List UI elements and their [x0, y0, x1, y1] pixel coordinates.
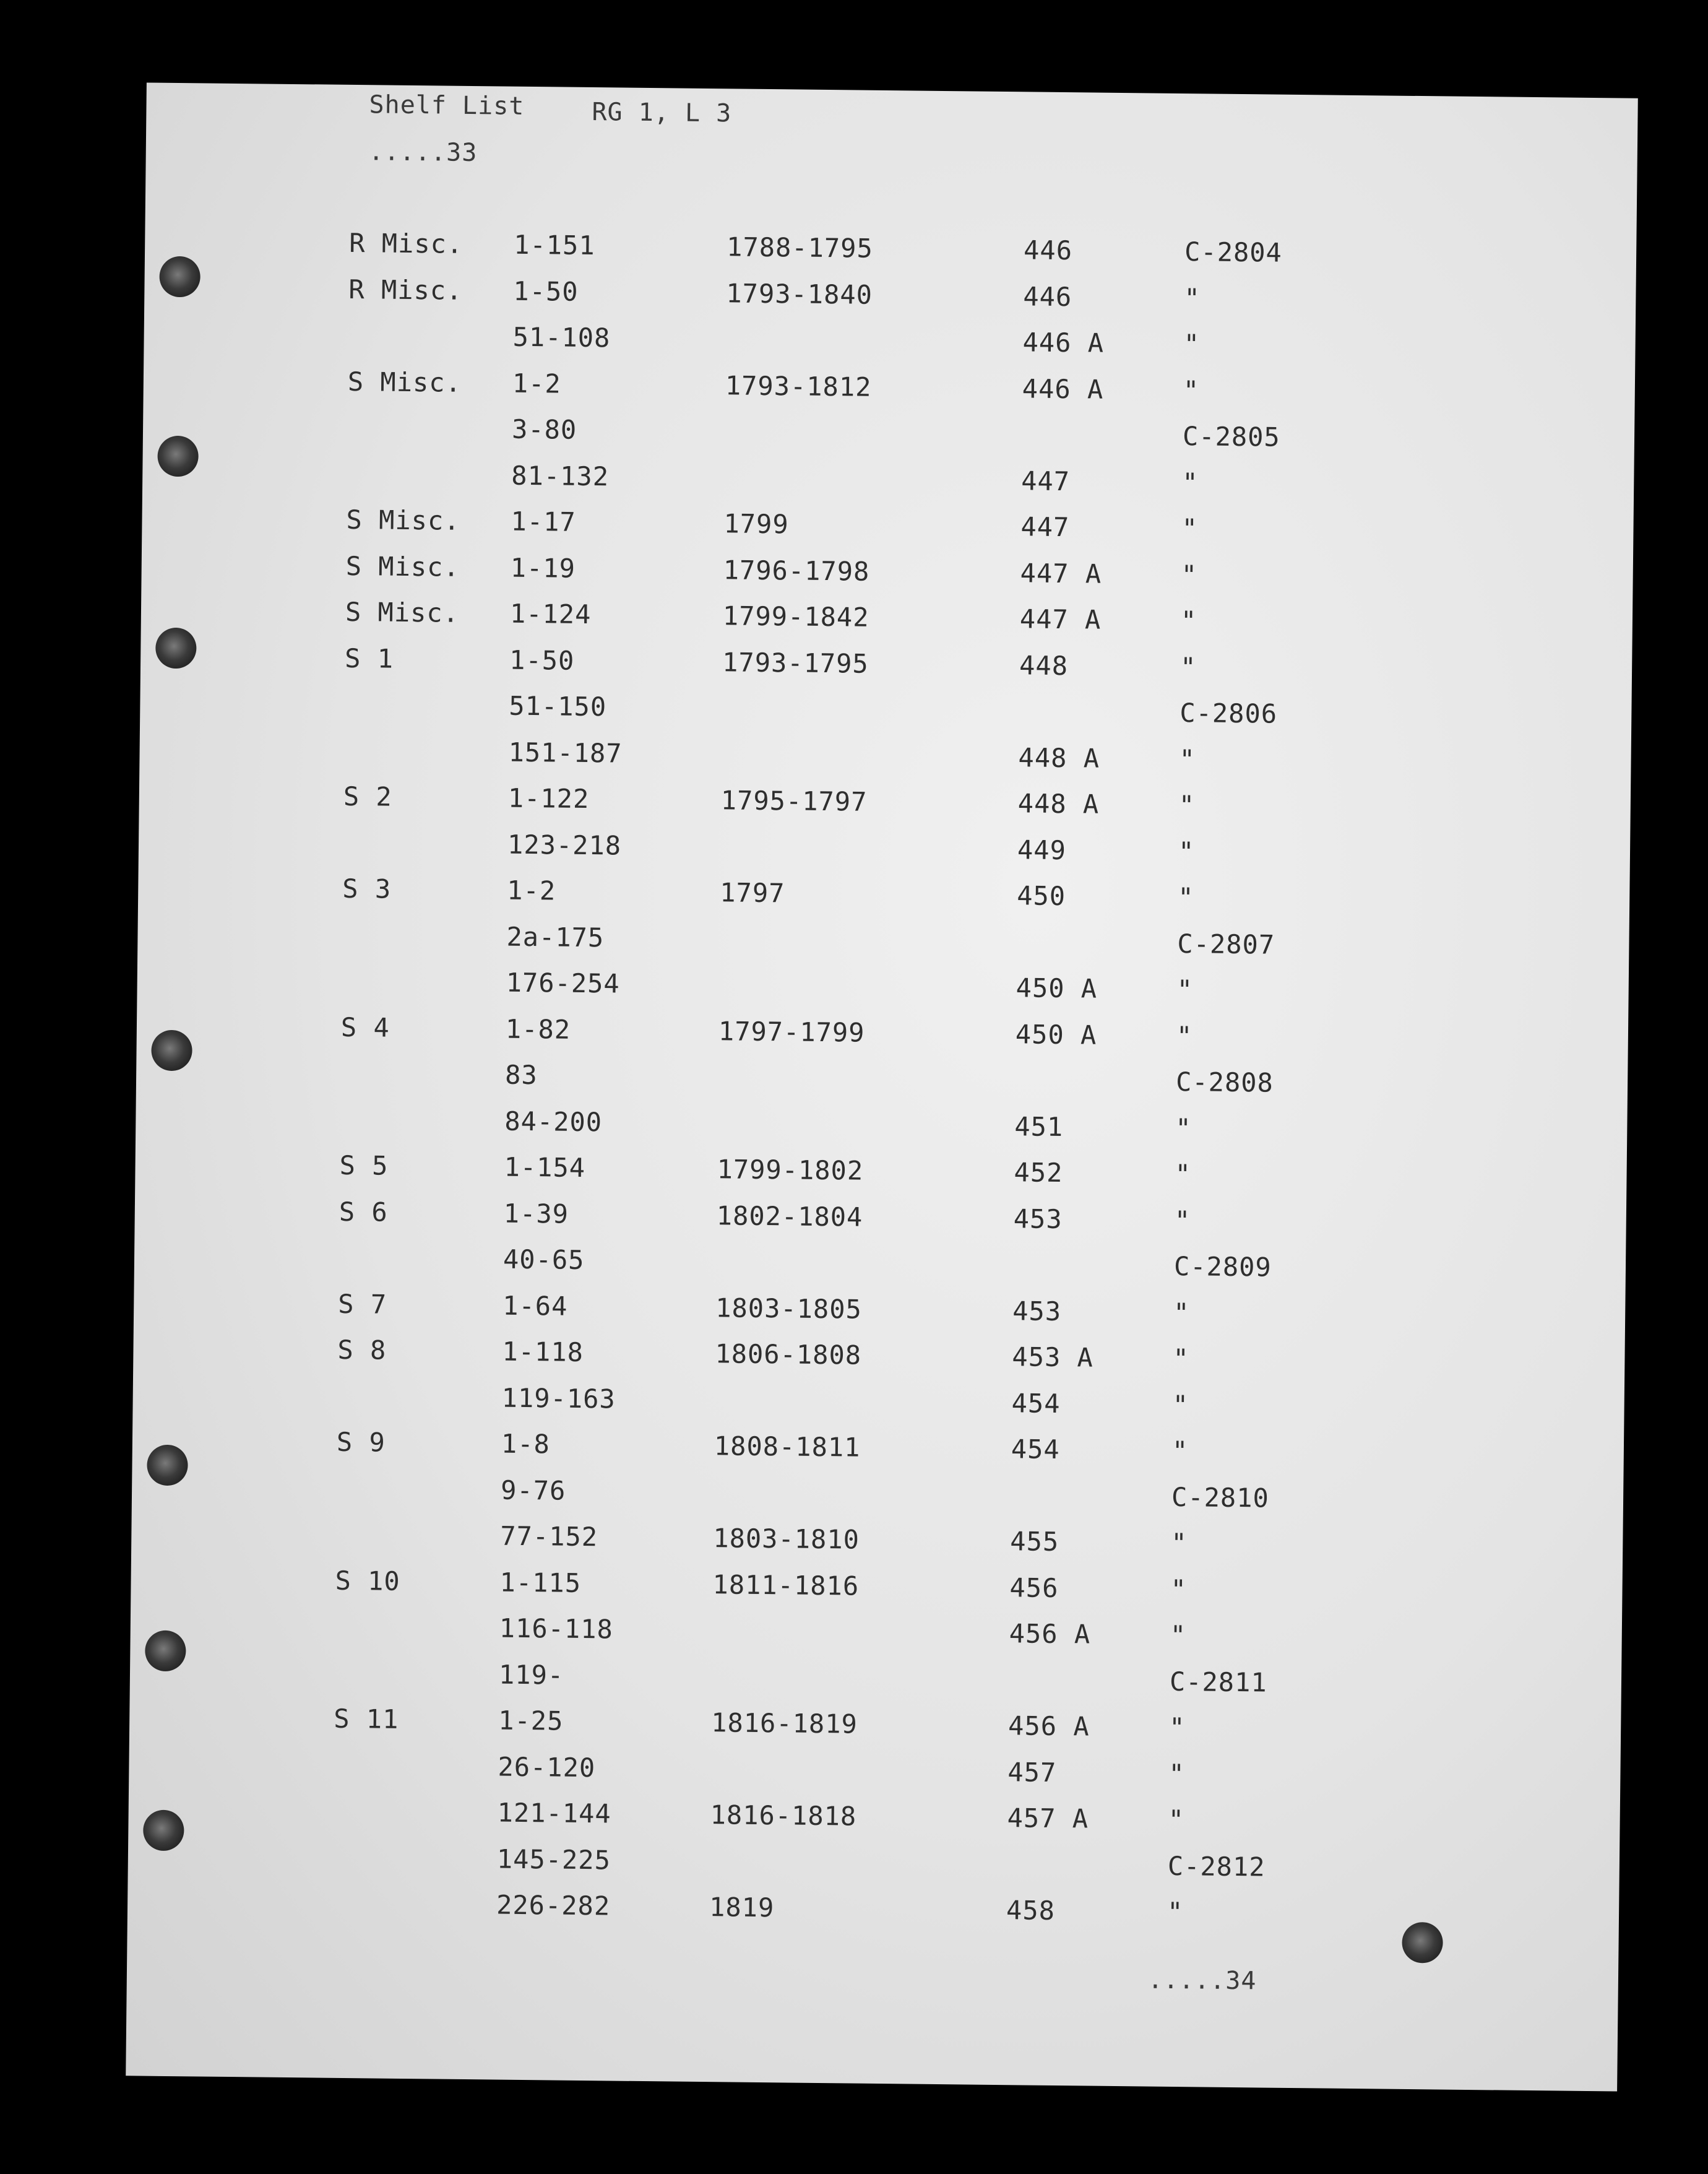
reel-cell: "	[1171, 1435, 1189, 1466]
range-cell: 83	[504, 1059, 538, 1091]
dates-cell: 1803-1810	[713, 1523, 860, 1555]
box-cell: 448 A	[1018, 742, 1100, 774]
table-row	[137, 916, 1629, 968]
reel-cell: "	[1180, 651, 1197, 682]
range-cell: 1-25	[498, 1705, 564, 1736]
table-row	[132, 1377, 1624, 1429]
dates-cell: 1797	[720, 877, 785, 909]
reel-cell: "	[1171, 1527, 1188, 1559]
reel-cell: "	[1183, 375, 1200, 405]
dates-cell: 1799	[723, 508, 789, 540]
reel-cell: C-2805	[1182, 421, 1281, 453]
reel-cell: C-2808	[1175, 1066, 1274, 1098]
box-cell: 451	[1014, 1111, 1064, 1142]
box-cell: 448	[1019, 649, 1069, 681]
reel-cell: "	[1175, 1112, 1192, 1143]
range-cell: 1-50	[509, 644, 575, 676]
reel-cell: C-2804	[1184, 236, 1283, 268]
table-row	[133, 1330, 1624, 1383]
dates-cell: 1788-1795	[726, 232, 874, 264]
range-cell: 81-132	[511, 460, 610, 492]
range-cell: 151-187	[508, 737, 623, 769]
range-cell: 1-82	[505, 1013, 571, 1045]
series-cell: S 11	[334, 1703, 399, 1734]
table-row	[140, 685, 1631, 737]
series-cell: S 3	[342, 873, 392, 904]
series-cell: S 5	[339, 1150, 389, 1181]
reel-cell: "	[1168, 1712, 1186, 1743]
reel-cell: "	[1176, 974, 1194, 1005]
box-cell: 455	[1010, 1526, 1059, 1557]
range-cell: 1-50	[513, 275, 579, 307]
table-row	[139, 823, 1630, 876]
dates-cell: 1793-1840	[726, 277, 873, 310]
dates-cell: 1803-1805	[715, 1292, 863, 1325]
range-cell: 176-254	[506, 967, 620, 999]
range-cell: 1-2	[507, 875, 556, 906]
box-cell: 450 A	[1015, 1018, 1097, 1050]
reel-cell: "	[1183, 329, 1201, 360]
reel-cell: "	[1182, 467, 1199, 498]
box-cell: 453	[1013, 1203, 1063, 1234]
box-cell: 456	[1009, 1572, 1059, 1603]
table-row	[144, 316, 1635, 368]
range-cell: 1-17	[511, 506, 576, 537]
box-cell: 446 A	[1022, 327, 1105, 358]
series-cell: R Misc.	[348, 227, 464, 259]
series-cell: S 1	[344, 643, 394, 674]
range-cell: 121-144	[497, 1797, 611, 1829]
table-row	[145, 223, 1636, 276]
reel-cell: C-2807	[1177, 928, 1275, 960]
table-row	[130, 1653, 1621, 1706]
series-cell: S 4	[340, 1011, 390, 1043]
reel-cell: "	[1181, 513, 1199, 544]
range-cell: 1-19	[510, 552, 576, 584]
table-row	[137, 961, 1628, 1014]
range-cell: 51-108	[512, 321, 611, 353]
table-row	[132, 1423, 1624, 1475]
box-cell: 456 A	[1009, 1618, 1091, 1650]
dates-cell: 1806-1808	[715, 1338, 862, 1371]
table-row	[139, 731, 1631, 784]
reel-cell: "	[1172, 1389, 1189, 1420]
series-cell: S 9	[336, 1426, 386, 1458]
series-cell: S Misc.	[345, 596, 460, 628]
series-cell: R Misc.	[348, 274, 463, 306]
reel-cell: "	[1170, 1619, 1187, 1651]
range-cell: 1-64	[502, 1290, 568, 1322]
reel-cell: "	[1178, 836, 1195, 867]
box-cell: 450 A	[1016, 972, 1098, 1004]
range-cell: 119-	[498, 1659, 564, 1691]
box-cell: 456 A	[1007, 1710, 1090, 1742]
range-cell: 1-122	[507, 782, 590, 815]
table-row	[134, 1284, 1625, 1337]
range-cell: 1-124	[509, 598, 592, 630]
table-row	[140, 639, 1632, 691]
range-cell: 40-65	[502, 1244, 585, 1275]
table-row	[141, 592, 1633, 645]
reel-cell: C-2809	[1173, 1250, 1272, 1283]
reel-cell: "	[1177, 881, 1194, 913]
range-cell: 1-39	[503, 1198, 569, 1229]
series-cell: S Misc.	[347, 366, 462, 398]
table-row	[142, 500, 1633, 553]
next-page-marker: .....34	[1147, 1965, 1257, 1996]
box-cell: 447	[1020, 511, 1070, 543]
reel-cell: "	[1180, 605, 1197, 636]
reel-cell: "	[1174, 1205, 1191, 1236]
dates-cell: 1795-1797	[720, 785, 868, 817]
series-cell: S 8	[337, 1334, 387, 1366]
table-row	[142, 454, 1634, 507]
table-row	[132, 1469, 1623, 1522]
box-cell: 447 A	[1019, 604, 1102, 635]
page-marker: .....33	[368, 137, 478, 168]
series-cell: S 10	[335, 1565, 401, 1596]
box-cell: 448 A	[1017, 788, 1100, 820]
box-cell: 452	[1014, 1157, 1063, 1189]
reel-cell: "	[1170, 1574, 1188, 1605]
reel-cell: "	[1184, 282, 1201, 313]
reel-cell: "	[1175, 1158, 1192, 1190]
box-cell: 446 A	[1022, 373, 1104, 405]
series-cell: S 6	[339, 1196, 388, 1228]
table-row	[134, 1238, 1626, 1291]
range-cell: 226-282	[496, 1889, 611, 1921]
table-row	[135, 1146, 1626, 1198]
dates-cell: 1799-1802	[717, 1154, 864, 1186]
dates-cell: 1819	[709, 1892, 775, 1923]
box-cell: 458	[1006, 1895, 1056, 1926]
table-row	[136, 1100, 1627, 1153]
shelf-list-title: Shelf List	[369, 90, 525, 121]
reel-cell: "	[1176, 1020, 1193, 1051]
box-cell: 453 A	[1012, 1341, 1094, 1373]
range-cell: 123-218	[507, 829, 622, 861]
reel-cell: "	[1181, 559, 1198, 590]
box-cell: 447 A	[1020, 557, 1102, 589]
dates-cell: 1816-1818	[710, 1799, 857, 1832]
box-cell: 457	[1007, 1756, 1057, 1788]
dates-cell: 1799-1842	[722, 600, 869, 633]
dates-cell: 1796-1798	[723, 554, 870, 587]
box-cell: 449	[1017, 834, 1067, 865]
record-group-label: RG 1, L 3	[592, 98, 732, 128]
reel-cell: "	[1178, 790, 1196, 821]
box-cell: 446	[1023, 235, 1073, 266]
table-row	[141, 547, 1633, 599]
range-cell: 119-163	[501, 1382, 616, 1414]
box-cell: 450	[1016, 880, 1066, 912]
document-page	[126, 82, 1638, 2091]
range-cell: 84-200	[504, 1106, 603, 1137]
range-cell: 26-120	[498, 1751, 596, 1783]
dates-cell: 1811-1816	[712, 1569, 860, 1601]
box-cell: 457 A	[1007, 1803, 1089, 1834]
series-cell: S Misc.	[346, 504, 460, 536]
range-cell: 77-152	[500, 1520, 598, 1553]
reel-cell: "	[1167, 1896, 1184, 1928]
table-row	[129, 1699, 1621, 1752]
reel-cell: "	[1173, 1343, 1189, 1374]
range-cell: 1-2	[512, 368, 561, 399]
table-row	[139, 777, 1631, 829]
table-row	[137, 1008, 1628, 1060]
dates-cell: 1793-1795	[722, 646, 869, 679]
series-cell: S Misc.	[345, 550, 460, 582]
reel-cell: "	[1179, 743, 1196, 774]
table-row	[135, 1192, 1626, 1245]
table-row	[129, 1746, 1620, 1798]
table-row	[138, 869, 1629, 922]
box-cell: 454	[1011, 1387, 1061, 1419]
range-cell: 9-76	[500, 1475, 566, 1506]
box-cell: 453	[1012, 1295, 1062, 1327]
reel-cell: "	[1168, 1804, 1185, 1835]
table-row	[131, 1607, 1622, 1660]
range-cell: 1-154	[504, 1151, 586, 1183]
reel-cell: C-2810	[1171, 1481, 1270, 1514]
range-cell: 1-151	[513, 229, 595, 261]
box-cell: 447	[1021, 465, 1071, 496]
dates-cell: 1797-1799	[718, 1015, 865, 1048]
range-cell: 1-8	[501, 1428, 551, 1460]
table-row	[128, 1838, 1620, 1890]
box-cell: 454	[1011, 1434, 1060, 1465]
reel-cell: C-2811	[1169, 1666, 1267, 1698]
series-cell: S 7	[338, 1288, 387, 1320]
reel-cell: C-2812	[1167, 1850, 1266, 1882]
table-row	[131, 1515, 1623, 1567]
table-row	[136, 1054, 1628, 1106]
box-cell: 446	[1023, 280, 1072, 312]
reel-cell: "	[1168, 1758, 1185, 1789]
range-cell: 1-118	[502, 1336, 584, 1367]
range-cell: 2a-175	[506, 921, 605, 953]
dates-cell: 1816-1819	[710, 1707, 858, 1739]
reel-cell: C-2806	[1180, 698, 1278, 729]
series-cell: S 2	[343, 781, 392, 812]
range-cell: 3-80	[511, 414, 577, 445]
dates-cell: 1793-1812	[725, 370, 872, 402]
table-row	[143, 408, 1634, 461]
dates-cell: 1802-1804	[716, 1200, 863, 1232]
reel-cell: "	[1173, 1297, 1190, 1328]
table-row	[131, 1561, 1622, 1614]
range-cell: 1-115	[499, 1567, 582, 1598]
dates-cell: 1808-1811	[714, 1431, 861, 1463]
table-row	[144, 362, 1635, 415]
table-row	[127, 1884, 1619, 1936]
table-row	[128, 1791, 1620, 1844]
range-cell: 145-225	[496, 1843, 611, 1875]
table-row	[144, 270, 1636, 323]
range-cell: 116-118	[499, 1613, 614, 1645]
range-cell: 51-150	[509, 690, 607, 722]
